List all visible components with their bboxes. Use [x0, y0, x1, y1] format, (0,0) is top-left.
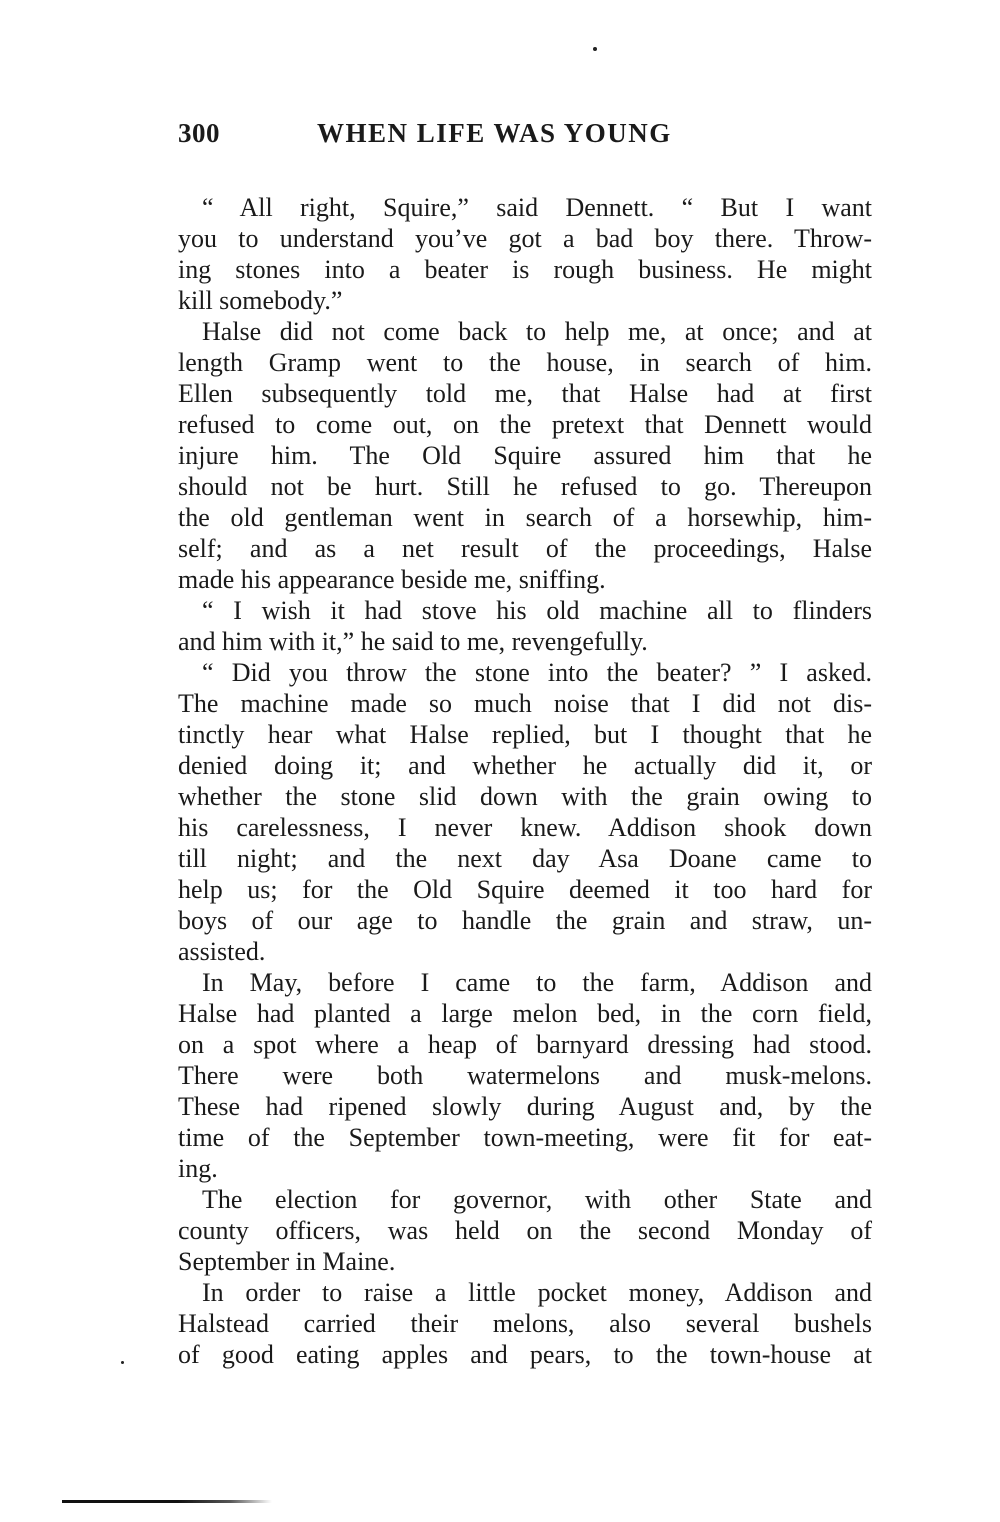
- text-line: should not be hurt. Still he refused to go. Thereupon: [178, 472, 872, 501]
- paragraph: [178, 1184, 872, 1277]
- text-line: Halstead carried their melons, also several bushels: [178, 1309, 872, 1338]
- text-line: “ All right, Squire,” said Dennett. “ But I want: [202, 193, 872, 222]
- text-line: Halse did not come back to help me, at once; and at: [202, 317, 872, 346]
- text-line: help us; for the Old Squire deemed it too hard for: [178, 875, 872, 904]
- text-line: ing.: [178, 1154, 218, 1183]
- text-line: made his appearance beside me, sniffing.: [178, 565, 606, 594]
- paragraph: [178, 595, 872, 657]
- paragraph: [178, 192, 872, 316]
- paragraph: [178, 1277, 872, 1370]
- ink-speck: [121, 1361, 124, 1364]
- text-line: “ I wish it had stove his old machine all to flinders: [202, 596, 872, 625]
- text-line: of good eating apples and pears, to the town-house at: [178, 1340, 872, 1369]
- text-line: tinctly hear what Halse replied, but I thought that he: [178, 720, 872, 749]
- running-title: WHEN LIFE WAS YOUNG: [317, 118, 672, 148]
- text-line: till night; and the next day Asa Doane came to: [178, 844, 872, 873]
- text-line: assisted.: [178, 937, 266, 966]
- paragraph: [178, 316, 872, 595]
- text-line: boys of our age to handle the grain and straw, un-: [178, 906, 872, 935]
- text-line: denied doing it; and whether he actually did it, or: [178, 751, 872, 780]
- text-line: September in Maine.: [178, 1247, 396, 1276]
- text-line: you to understand you’ve got a bad boy there. Throw-: [178, 224, 872, 253]
- text-line: In order to raise a little pocket money, Addison and: [202, 1278, 872, 1307]
- text-line: whether the stone slid down with the grain owing to: [178, 782, 872, 811]
- text-line: In May, before I came to the farm, Addison and: [202, 968, 872, 997]
- text-line: his carelessness, I never knew. Addison shook down: [178, 813, 872, 842]
- paragraph: [178, 967, 872, 1184]
- text-line: length Gramp went to the house, in search of him.: [178, 348, 872, 377]
- text-line: refused to come out, on the pretext that Dennett would: [178, 410, 872, 439]
- text-line: These had ripened slowly during August and, by the: [178, 1092, 872, 1121]
- text-line: kill somebody.”: [178, 286, 343, 315]
- footer-rule: [62, 1500, 272, 1503]
- text-line: self; and as a net result of the proceedings, Halse: [178, 534, 872, 563]
- text-line: time of the September town-meeting, were fit for eat-: [178, 1123, 872, 1152]
- text-line: The machine made so much noise that I did not dis-: [178, 689, 872, 718]
- running-header: [178, 118, 878, 158]
- text-line: ing stones into a beater is rough business. He might: [178, 255, 872, 284]
- text-line: There were both watermelons and musk-melons.: [178, 1061, 872, 1090]
- text-line: and him with it,” he said to me, revengefully.: [178, 627, 648, 656]
- text-line: “ Did you throw the stone into the beater? ” I asked.: [202, 658, 872, 687]
- text-line: injure him. The Old Squire assured him that he: [178, 441, 872, 470]
- text-line: county officers, was held on the second Monday of: [178, 1216, 872, 1245]
- ink-speck: [593, 47, 597, 51]
- paragraph: [178, 657, 872, 967]
- text-line: Halse had planted a large melon bed, in the corn field,: [178, 999, 872, 1028]
- text-line: Ellen subsequently told me, that Halse had at first: [178, 379, 872, 408]
- page-number: 300: [178, 118, 220, 148]
- text-line: the old gentleman went in search of a horsewhip, him-: [178, 503, 872, 532]
- text-line: on a spot where a heap of barnyard dressing had stood.: [178, 1030, 872, 1059]
- body-text: [178, 192, 872, 1370]
- text-line: The election for governor, with other State and: [202, 1185, 872, 1214]
